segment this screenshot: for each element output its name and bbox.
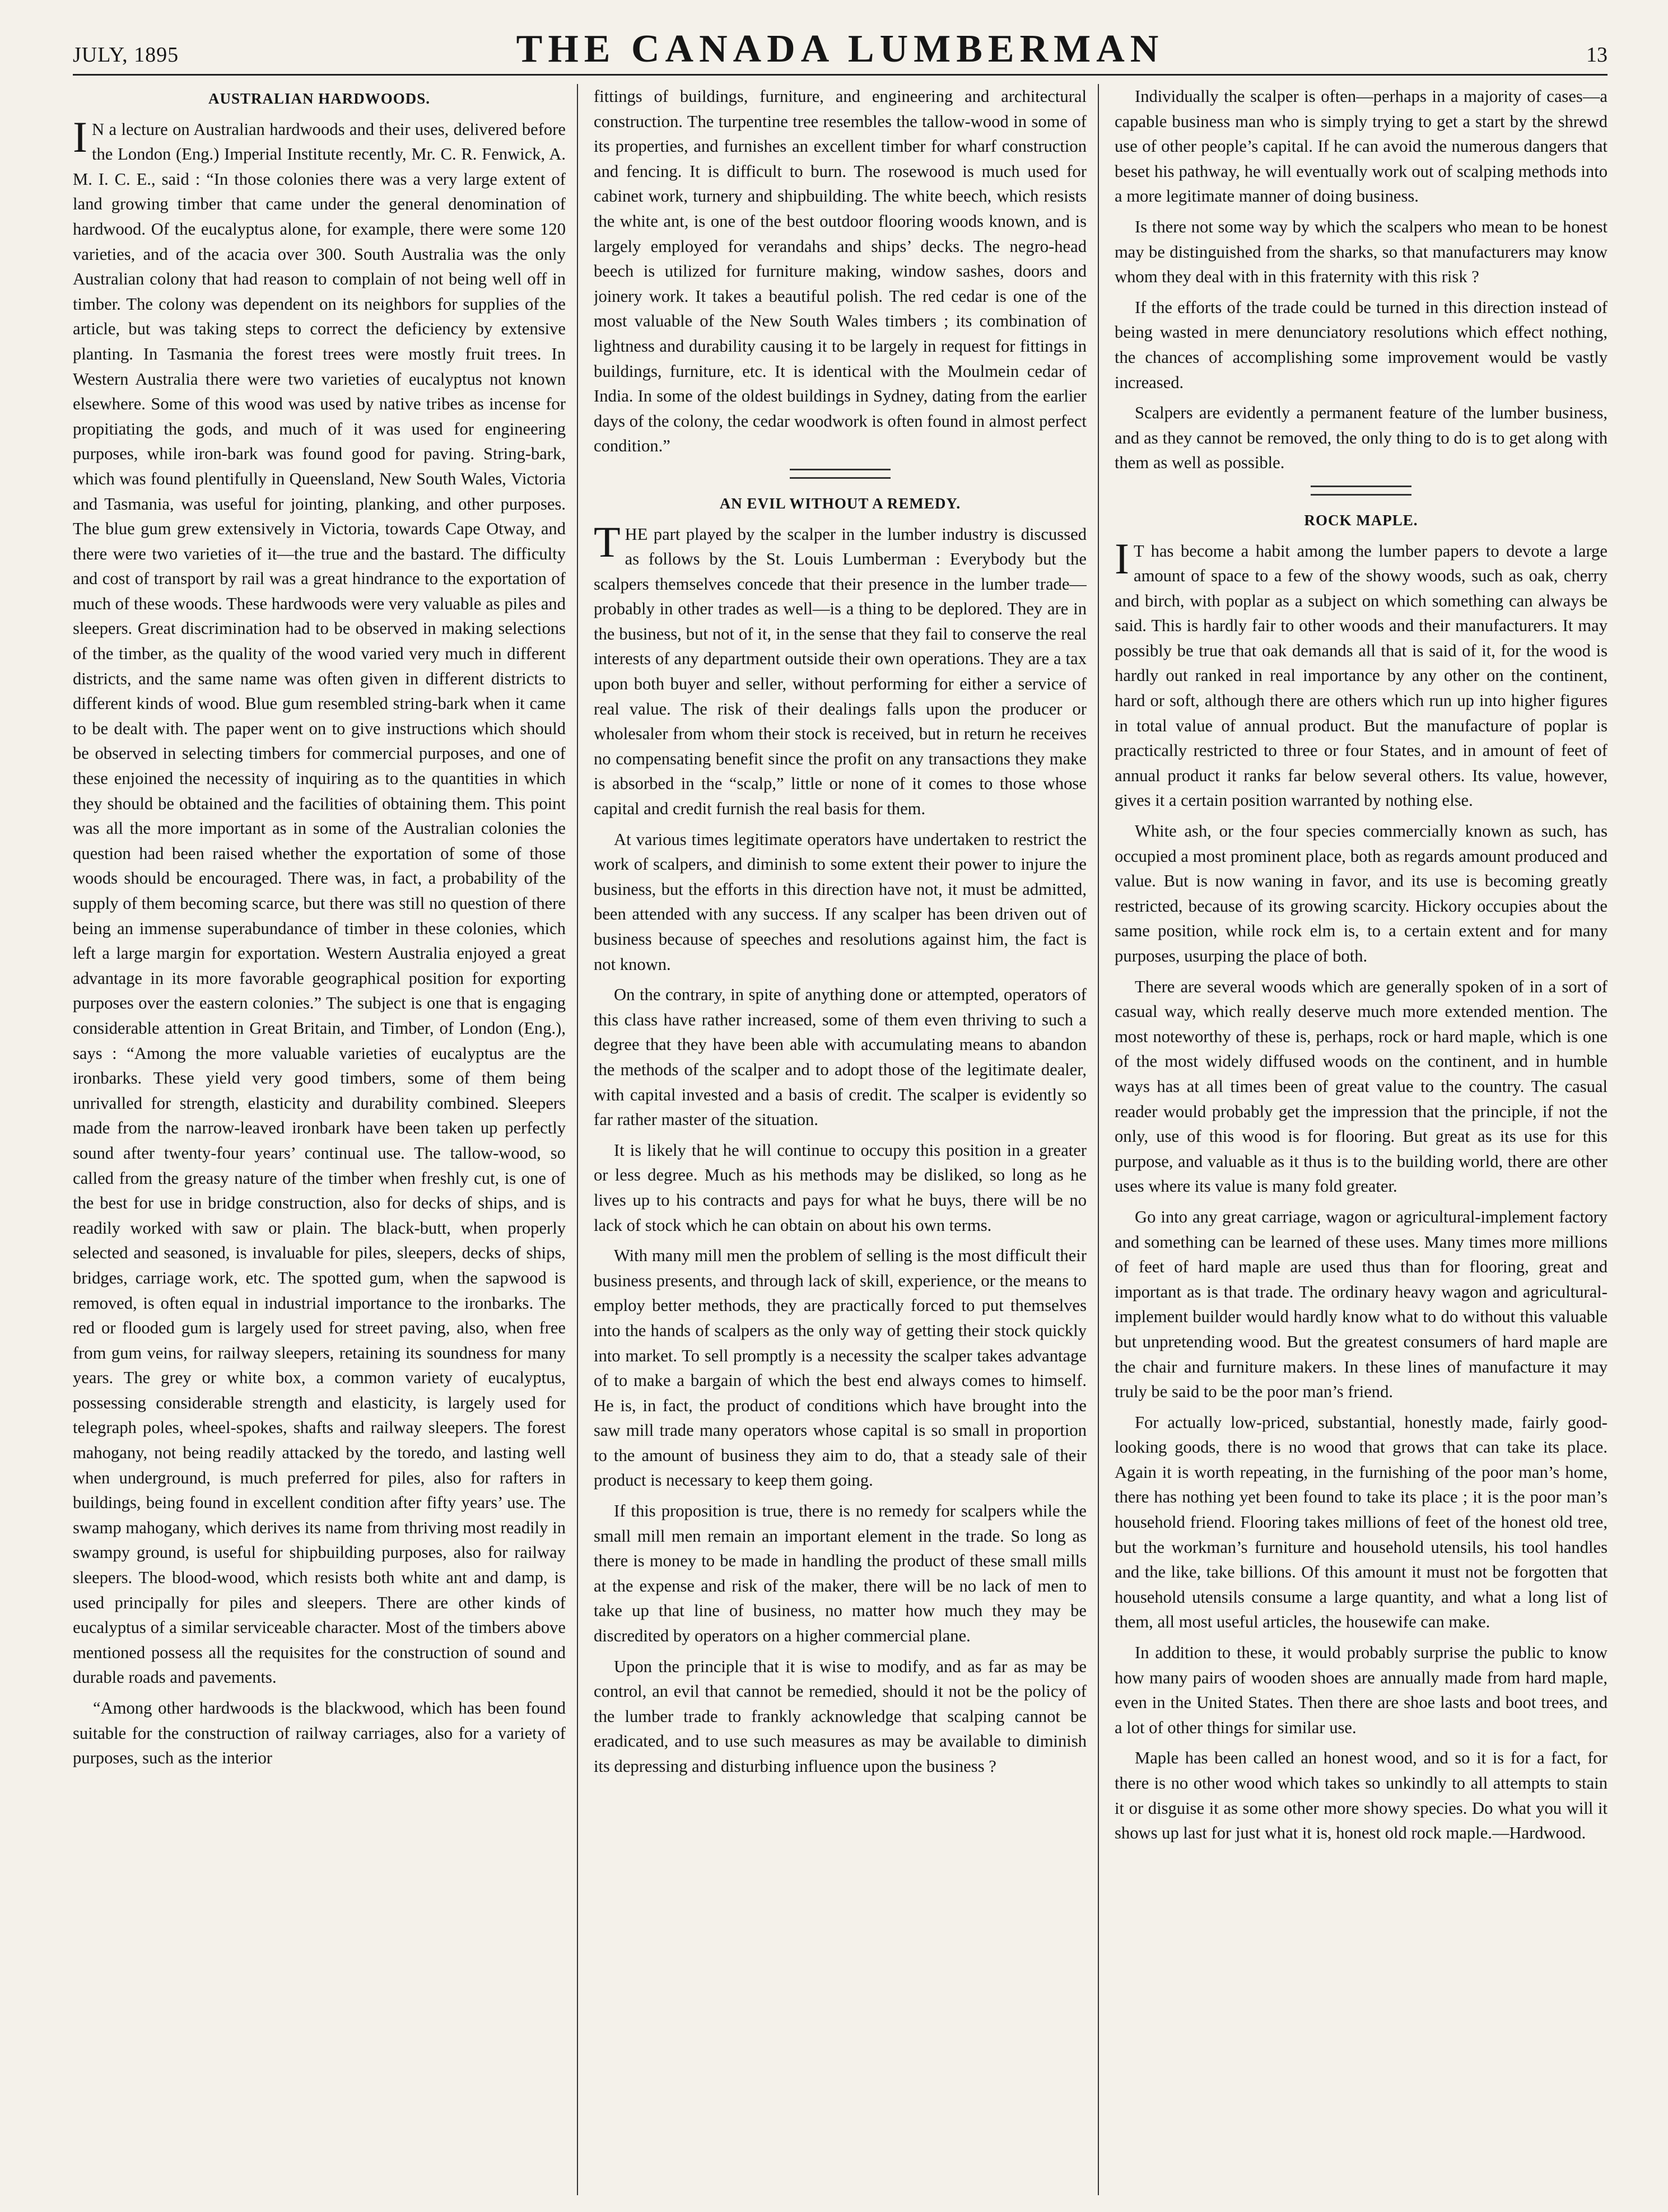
column-divider — [577, 84, 578, 2195]
article-paragraph: Is there not some way by which the scalpers who mean to be honest may be distinguished from the sharks, so that manufacturers may know whom they deal with in this fraternity with this risk ? — [1115, 217, 1608, 287]
article-paragraph: It is likely that he will continue to occupy this position in a greater or less degree. Much as his methods may be disliked, so long as he lives up to his contracts and pays for what he buys, there will be no lack of stock which he can obtain on about his own terms. — [594, 1140, 1087, 1235]
article-paragraph: White ash, or the four species commercially known as such, has occupied a most prominent place, both as regards amount produced and value. But is now waning in favor, and its use is becoming greatly restricted, because of its growing scarcity. Hickory occupies about the same position, while rock elm is, to a certain extent and for many purposes, usurping the place of both. — [1115, 822, 1608, 965]
article-paragraph — [594, 517, 1087, 822]
article-separator — [790, 469, 891, 479]
page-number: 13 — [1586, 43, 1608, 67]
article-heading: AN EVIL WITHOUT A REMEDY. — [719, 494, 961, 512]
article-paragraph: Go into any great carriage, wagon or agricultural-implement factory and something can be learned of these uses. Many times more millions of feet of hard maple are used thus than for flooring, great and important as is that trade. The ordinary heavy wagon and agricultural-implement builder would hardly know what to do without this valuable but unpretending wood. But the greatest consumers of hard maple are the chair and furniture makers. In these lines of manufacture it may truly be said to be the poor man’s friend. — [1115, 1207, 1608, 1402]
article-heading: AUSTRALIAN HARDWOODS. — [208, 90, 431, 107]
article-paragraph: With many mill men the problem of selling is the most difficult their business presents, and through lack of skill, experience, or the means to employ better methods, they are practically forced to put themselves into the hands of scalpers as the only way of getting their stock quickly into market. To sell promptly is a necessity the scalper takes advantage of to make a bargain of which the best end always comes to himself. He is, in fact, the product of conditions which have brought into the saw mill trade many operators whose capital is so small in proportion to the amount of business they aim to do, that a steady sale of their product is necessary to keep them going. — [594, 1246, 1087, 1490]
article-heading: ROCK MAPLE. — [1304, 511, 1418, 529]
paragraph-text: N a lecture on Australian hardwoods and their uses, delivered before the London (Eng.) Imperial Institute recently, Mr. C. R. Fenwick, A. M. I. C. E., said : “In those colonies there was a very large extent of land growing timber that came under the general denomination of hardwood. Of the eucalyptus alone, for example, there were some 120 varieties, and of the acacia over 300. South Australia was the only Australian colony that had reason to complain of not being well off in timber. The colony was dependent on its neighbors for supplies of the article, but was taking steps to correct the deficiency by extensive planting. In Tasmania the forest trees were mostly fruit trees. In Western Australia there were two varieties of eucalyptus not known elsewhere. Some of this wood was used by native tribes as incense for propitiating the gods, and much of it was used for engineering purposes, while iron-bark was found good for paving. String-bark, which was found plentifully in Queensland, New South Wales, Victoria and Tasmania, was useful for jointing, planking, and other purposes. The blue gum grew extensively in Victoria, towards Cape Otway, and there were two varieties of it—the true and the bastard. The difficulty and cost of transport by rail was a great hindrance to the exportation of much of these woods. These hardwoods were very valuable as piles and sleepers. Great discrimination had to be observed in making selections of the timber, as the quality of the wood varied very much in different districts, and the same name was often given in different districts to different kinds of wood. Blue gum resembled string-bark when it came to be dealt with. The paper went on to give instructions which should be observed in selecting timbers for commercial purposes, and one of these enjoined the necessity of inquiring as to the quantities in which they should be obtained and the facilities of obtaining them. This point was all the more important as in some of the Australian colonies the question had been raised whether the exportation of some of those woods should be encouraged. There was, in fact, a probability of the supply of them becoming scarce, but there was still no question of there being an immense superabundance of timber in these colonies, which left a large margin for exportation. Western Australia enjoyed a great advantage in its more favorable geographical position for exporting purposes over the eastern colonies.” The subject is one that is engaging considerable attention in Great Britain, and Timber, of London (Eng.), says : “Among the more valuable varieties of eucalyptus are the ironbarks. These yield very good timbers, some of them being unrivalled for strength, elasticity and durability combined. Sleepers made from the narrow-leaved ironbark have been taken up perfectly sound after twenty-four years’ continual use. The tallow-wood, so called from the greasy nature of the timber when freshly cut, is one of the best for use in bridge construction, also for decks of ships, and is readily worked with saw or plain. The black-butt, when properly selected and seasoned, is invaluable for piles, sleepers, decks of ships, bridges, carriage work, etc. The spotted gum, when the sapwood is removed, is often equal in industrial importance to the ironbarks. The red or flooded gum is largely used for street paving, also, when free from gum veins, for railway sleepers, retaining its soundness for many years. The grey or white box, a common variety of eucalyptus, possessing considerable strength and elasticity, is largely used for telegraph poles, wheel-spokes, shafts and railway sleepers. The forest mahogany, not being readily attacked by the toredo, and lasting well when underground, is much preferred for piles, also for rafters in buildings, being found in excellent condition after fifty years’ use. The swamp mahogany, which derives its name from thriving most readily in swampy ground, is useful for shipbuilding purposes, also for railway sleepers. The blood-wood, which resists both white ant and damp, is used principally for piles and sleepers. There are other kinds of eucalyptus of a similar serviceable character. Most of the timbers above mentioned possess all the requisites for the construction of sound and durable roads and pavements. — [73, 119, 566, 1687]
header-rule — [73, 74, 1608, 76]
article-separator — [1311, 486, 1411, 496]
article-paragraph: If the efforts of the trade could be turned in this direction instead of being wasted in mere denunciatory resolutions which effect nothing, the chances of accomplishing some improvement would be vastly increased. — [1115, 297, 1608, 392]
article-paragraph — [73, 112, 566, 1690]
paragraph-text: HE part played by the scalper in the lumber industry is discussed as follows by the St. Louis Lumberman : Everybody but the scalpers themselves concede that their presence in the lumber trade—probably in other trades as well—is a thing to be deplored. They are in the business, but not of it, in the sense that they fail to conserve the real interests of any department outside their own operations. They are a tax upon both buyer and seller, without performing for either a service of real value. The risk of their dealings falls upon the producer or wholesaler from whom their stock is received, but in return he receives no compensating benefit since the profit on any transactions they make is absorbed in the “scalp,” little or none of it comes to those whose capital and credit furnish the real basis for them. — [594, 524, 1087, 819]
paragraph-text: T has become a habit among the lumber papers to devote a large amount of space to a few of the showy woods, such as oak, cherry and birch, with poplar as a subject on which something can always be said. This is hardly fair to other woods and their manufacturers. It may possibly be true that oak demands all that is said of it, for the wood is hardly out ranked in real importance by any other on the continent, hard or soft, although there are others which run up into higher figures in total value of annual product. But the manufacture of poplar is practically restricted to three or four States, and in amount of feet of annual product it ranks far below several others. Its value, however, gives it a certain position warranted by nothing else. — [1115, 541, 1608, 810]
article-paragraph: Scalpers are evidently a permanent feature of the lumber business, and as they cannot be removed, the only thing to do is to get along with them as well as possible. — [1115, 403, 1608, 473]
column-2 — [594, 84, 1087, 2195]
article-paragraph: There are several woods which are generally spoken of in a sort of casual way, which really deserve much more extended mention. The most noteworthy of these is, perhaps, rock or hard maple, which is one of the most widely diffused woods on the continent, and in humble ways has at all times been of great value to the country. The casual reader would probably get the impression that the principle, if not the only, use of this wood is for flooring. But great as its use for this purpose, and valuable as it thus is to the building world, there are other uses where its value is many fold greater. — [1115, 977, 1608, 1196]
article-paragraph: fittings of buildings, furniture, and engineering and architectural construction. The turpentine tree resembles the tallow-wood in some of its properties, and furnishes an excellent timber for wharf construction and fencing. It is difficult to burn. The rosewood is much used for cabinet work, turnery and shipbuilding. The white beech, which resists the white ant, is one of the best outdoor flooring woods known, and is largely employed for verandahs and ships’ decks. The negro-head beech is utilized for furniture making, window sashes, doors and joinery work. It takes a beautiful polish. The red cedar is one of the most valuable of the New South Wales timbers ; its combination of lightness and durability causing it to be largely in request for fittings in buildings, furniture, etc. It is identical with the Moulmein cedar of India. In some of the oldest buildings in Sydney, dating from the earlier days of the colony, the cedar woodwork is often found in almost perfect condition.” — [594, 87, 1087, 456]
column-3 — [1115, 84, 1608, 2195]
drop-cap: T — [594, 517, 621, 566]
page-header — [73, 27, 1608, 72]
article-paragraph: At various times legitimate operators have undertaken to restrict the work of scalpers, and diminish to some extent their power to injure the business, but the efforts in this direction have not, it must be admitted, been attended with any success. If any scalper has been driven out of business because of speeches and resolutions against him, the fact is not known. — [594, 829, 1087, 974]
article-paragraph: If this proposition is true, there is no remedy for scalpers while the small mill men remain an important element in the trade. So long as there is money to be made in handling the product of these small mills at the expense and risk of the maker, there will be no lack of men to take up that line of business, no matter how much they may be discredited by operators on a higher commercial plane. — [594, 1501, 1087, 1646]
article-paragraph: On the contrary, in spite of anything done or attempted, operators of this class have rather increased, some of them even thriving to such a degree that they have been able with accumulating means to abandon the methods of the scalper and to adopt those of the legitimate dealer, with capital invested and a basis of credit. The scalper is evidently so far rather master of the situation. — [594, 985, 1087, 1130]
article-paragraph: Upon the principle that it is wise to modify, and as far as may be control, an evil that cannot be remedied, should it not be the policy of the lumber trade to frankly acknowledge that scalping cannot be eradicated, and to use such measures as may be available to diminish its depressing and disturbing influence upon the business ? — [594, 1656, 1087, 1776]
article-paragraph — [1115, 534, 1608, 814]
article-paragraph: “Among other hardwoods is the blackwood, which has been found suitable for the construction of railway carriages, also for a variety of purposes, such as the interior — [73, 1698, 566, 1768]
article-paragraph: Individually the scalper is often—perhaps in a majority of cases—a capable business man who is simply trying to get a start by the shrewd use of other people’s capital. If he can avoid the numerous dangers that beset his pathway, he will eventually work out of scalping methods into a more legitimate manner of doing business. — [1115, 87, 1608, 206]
column-divider — [1098, 84, 1099, 2195]
issue-date: JULY, 1895 — [73, 43, 179, 67]
drop-cap: I — [1115, 534, 1129, 583]
drop-cap: I — [73, 112, 87, 161]
article-paragraph: For actually low-priced, substantial, honestly made, fairly good-looking goods, there is no wood that grows that can take its place. Again it is worth repeating, in the furnishing of the poor man’s home, there has nothing yet been found to take its place ; it is the poor man’s household friend. Flooring takes millions of feet of the honest old tree, but the workman’s furniture and household utensils, his tool handles and the like, take billions. Of this amount it must not be forgotten that household utensils consume a large quantity, and what a long list of them, all most useful articles, the housewife can make. — [1115, 1412, 1608, 1632]
article-paragraph: In addition to these, it would probably surprise the public to know how many pairs of wooden shoes are annually made from hard maple, even in the United States. Then there are shoe lasts and boot trees, and a lot of other things for similar use. — [1115, 1643, 1608, 1737]
column-1 — [73, 84, 566, 2195]
article-paragraph: Maple has been called an honest wood, and so it is for a fact, for there is no other wood which takes so unkindly to all attempts to stain it or disguise it as some other more showy species. Do what you will it shows up last for just what it is, honest old rock maple.—Hardwood. — [1115, 1748, 1608, 1843]
masthead-title: THE CANADA LUMBERMAN — [516, 27, 1164, 71]
